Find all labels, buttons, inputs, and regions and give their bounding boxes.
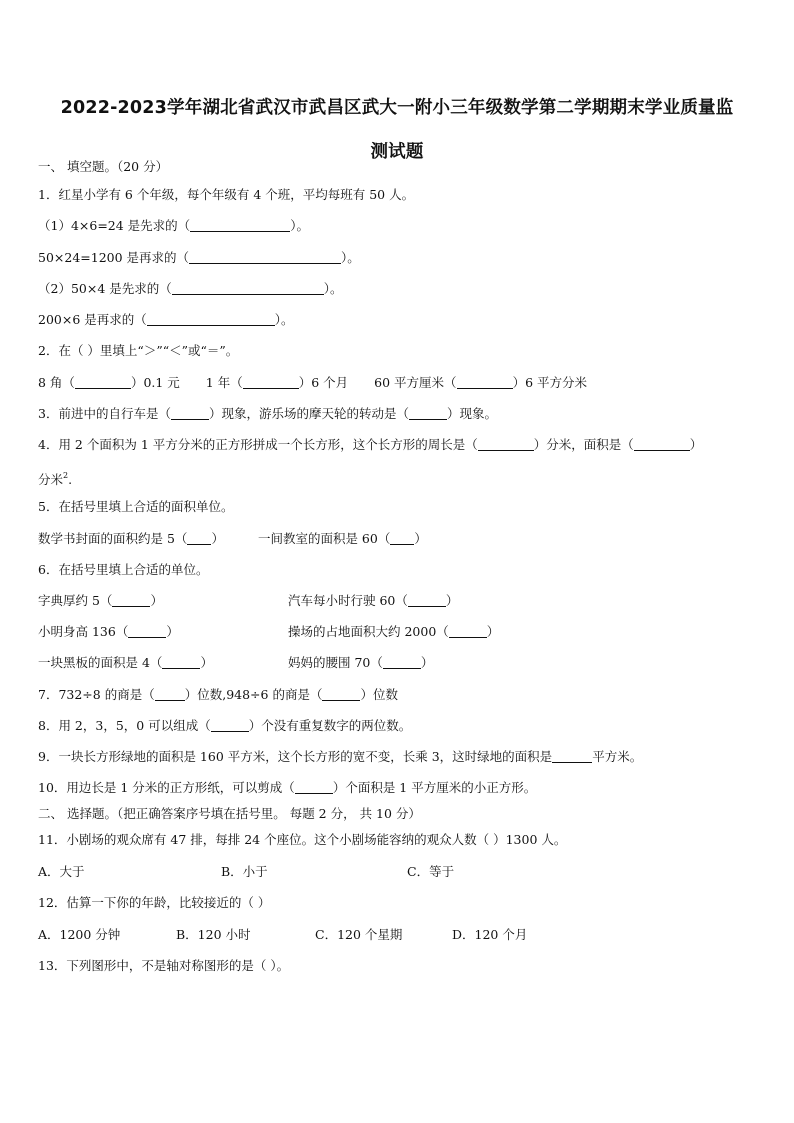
q1-a-prefix: （1）4×6=24 是先求的（ [38, 218, 191, 233]
q6-b-suffix: ） [445, 593, 459, 608]
q2-p3-blank[interactable] [457, 375, 513, 389]
q2-p1-suffix: ）0.1 元 [130, 375, 180, 390]
q6-d-blank[interactable] [449, 624, 487, 638]
q8-blank[interactable] [211, 718, 249, 732]
q4-blank-1[interactable] [478, 437, 534, 451]
q5-parts [38, 530, 427, 548]
q6-a-suffix: ） [150, 593, 163, 608]
q2-p1-blank[interactable] [75, 375, 131, 389]
q6-e-blank[interactable] [162, 655, 200, 669]
q6-e-prefix: 一块黑板的面积是 4（ [38, 655, 163, 670]
q3-prefix: 3．前进中的自行车是（ [38, 406, 171, 421]
q1-a-blank[interactable] [190, 218, 290, 232]
q6-b [288, 592, 458, 610]
q9-blank[interactable] [552, 749, 592, 763]
q9-suffix: 平方米。 [592, 749, 643, 764]
q6-stem: 6．在括号里填上合适的单位。 [38, 562, 209, 577]
q2-p2-blank[interactable] [243, 375, 299, 389]
q10 [38, 779, 536, 797]
q5-a-blank[interactable] [187, 531, 211, 545]
q4 [38, 436, 702, 454]
q10-prefix: 10．用边长是 1 分米的正方形纸，可以剪成（ [38, 780, 295, 795]
q1-b-prefix: 50×24=1200 是再求的（ [38, 250, 190, 265]
q1-part-d [38, 311, 294, 329]
title-line-1: 2022-2023学年湖北省武汉市武昌区武大一附小三年级数学第二学期期末学业质量监 [60, 98, 734, 118]
q6-a-blank[interactable] [112, 593, 150, 607]
q13-stem: 13．下列图形中，不是轴对称图形的是（ ）。 [38, 958, 290, 973]
section-1-heading: 一、 填空题。（20 分） [38, 159, 169, 174]
q6-a [38, 592, 163, 610]
q4-blank-2[interactable] [634, 437, 690, 451]
q11-stem: 11．小剧场的观众席有 47 排，每排 24 个座位。这个小剧场能容纳的观众人数（ ）1300 人。 [38, 832, 567, 847]
q1-c-blank[interactable] [172, 281, 324, 295]
q6-b-prefix: 汽车每小时行驶 60（ [288, 593, 408, 608]
q6-c-blank[interactable] [128, 624, 166, 638]
q1-a-suffix: ）。 [290, 218, 309, 233]
q11-option-a[interactable]: A．大于 [38, 864, 85, 879]
q2-stem: 2．在（ ）里填上“＞”“＜”或“＝”。 [38, 343, 239, 358]
q6-f [288, 654, 433, 672]
q11-option-b[interactable]: B．小于 [221, 864, 268, 879]
q9 [38, 748, 642, 766]
q2-p1-prefix: 8 角（ [38, 375, 75, 390]
q6-b-blank[interactable] [408, 593, 446, 607]
q7-suffix: ）位数 [360, 687, 398, 702]
q4-prefix: 4．用 2 个面积为 1 平方分米的正方形拼成一个长方形，这个长方形的周长是（ [38, 437, 478, 452]
q6-e-suffix: ） [200, 655, 213, 670]
q6-f-blank[interactable] [383, 655, 421, 669]
section-2-heading: 二、 选择题。（把正确答案序号填在括号里。 每题 2 分， 共 10 分） [38, 806, 421, 821]
q7-blank-1[interactable] [155, 687, 185, 701]
q8 [38, 717, 411, 735]
q4-unit-exponent: 2 [63, 471, 69, 480]
q3-middle: ）现象，游乐场的摩天轮的转动是（ [208, 406, 409, 421]
q4-unit: 分米 [38, 472, 64, 487]
q1-d-prefix: 200×6 是再求的（ [38, 312, 147, 327]
q12-stem: 12．估算一下你的年龄，比较接近的（ ） [38, 895, 271, 910]
q3-blank-2[interactable] [409, 406, 447, 420]
q12-option-c[interactable]: C．120 个星期 [315, 927, 403, 942]
q1-part-a [38, 217, 309, 235]
q6-d-suffix: ） [486, 624, 500, 639]
q4-continued [38, 467, 72, 489]
q3-suffix: ）现象。 [446, 406, 497, 421]
q7-blank-2[interactable] [322, 687, 360, 701]
q5-a-prefix: 数学书封面的面积约是 5（ [38, 531, 188, 546]
q2-p3-prefix: 60 平方厘米（ [374, 375, 457, 390]
q12-option-d[interactable]: D．120 个月 [452, 927, 528, 942]
q6-c-prefix: 小明身高 136（ [38, 624, 129, 639]
q11-option-c[interactable]: C．等于 [407, 864, 455, 879]
q7-middle: ）位数,948÷6 的商是（ [184, 687, 323, 702]
q1-c-prefix: （2）50×4 是先求的（ [38, 281, 172, 296]
q6-c [38, 623, 179, 641]
q6-f-suffix: ） [420, 655, 434, 670]
q1-d-blank[interactable] [147, 312, 275, 326]
q5-b-suffix: ） [414, 531, 427, 546]
q1-b-suffix: ）。 [341, 250, 360, 265]
q4-middle: ）分米，面积是（ [533, 437, 634, 452]
q5-b-prefix: 一间教室的面积是 60（ [257, 531, 391, 546]
q6-e [38, 654, 213, 672]
q6-d [288, 623, 499, 641]
q3-blank-1[interactable] [171, 406, 209, 420]
q2-p2-suffix: ）6 个月 [298, 375, 349, 390]
q1-b-blank[interactable] [189, 250, 341, 264]
q6-f-prefix: 妈妈的腰围 70（ [288, 655, 383, 670]
q5-a-suffix: ） [211, 531, 224, 546]
q1-part-c [38, 280, 343, 298]
q8-suffix: ）个没有重复数字的两位数。 [248, 718, 412, 733]
q5-b-blank[interactable] [390, 531, 414, 545]
q9-prefix: 9．一块长方形绿地的面积是 160 平方米，这个长方形的宽不变，长乘 3，这时绿地的面积是 [38, 749, 553, 764]
q12-option-a[interactable]: A．1200 分钟 [38, 927, 121, 942]
q2-parts [38, 374, 587, 392]
q8-prefix: 8．用 2，3，5，0 可以组成（ [38, 718, 211, 733]
q6-c-suffix: ） [166, 624, 179, 639]
q2-p2-prefix: 1 年（ [205, 375, 243, 390]
q3 [38, 405, 497, 423]
q1-d-suffix: ）。 [274, 312, 294, 327]
title-line-2: 测试题 [370, 142, 424, 162]
q4-suffix: ） [689, 437, 703, 452]
q6-a-prefix: 字典厚约 5（ [38, 593, 113, 608]
q2-p3-suffix: ）6 平方分米 [512, 375, 587, 390]
q6-d-prefix: 操场的占地面积大约 2000（ [288, 624, 449, 639]
q10-blank[interactable] [295, 780, 333, 794]
q7-prefix: 7．732÷8 的商是（ [38, 687, 155, 702]
q4-end: . [68, 472, 73, 487]
q5-stem: 5．在括号里填上合适的面积单位。 [38, 499, 234, 514]
q10-suffix: ）个面积是 1 平方厘米的小正方形。 [332, 780, 537, 795]
q1-stem: 1．红星小学有 6 个年级，每个年级有 4 个班，平均每班有 50 人。 [38, 187, 415, 202]
q1-c-suffix: ）。 [323, 281, 343, 296]
q1-part-b [38, 249, 360, 267]
q12-option-b[interactable]: B．120 小时 [176, 927, 251, 942]
q7 [38, 686, 398, 704]
